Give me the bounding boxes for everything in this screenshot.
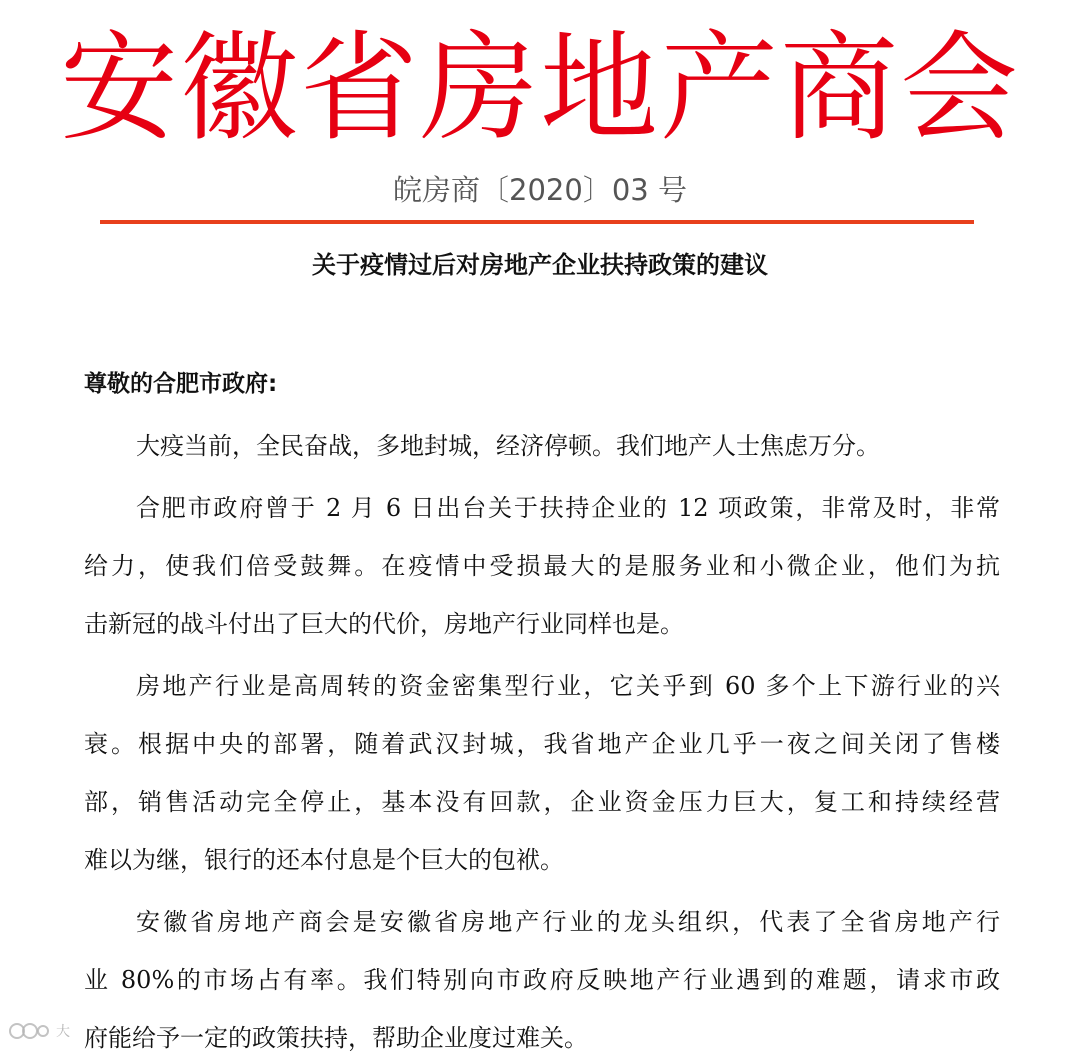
paragraph-line: 给力，使我们倍受鼓舞。在疫情中受损最大的是服务业和小微企业，他们为抗 xyxy=(84,552,1000,580)
document-body xyxy=(84,420,1000,1055)
paragraph-line: 房地产行业是高周转的资金密集型行业，它关乎到 60 多个上下游行业的兴 xyxy=(136,672,1000,700)
watermark xyxy=(8,1020,70,1042)
paragraph-1 xyxy=(84,420,1000,478)
paragraph-3 xyxy=(84,660,1000,892)
paragraph-line: 衰。根据中央的部署，随着武汉封城，我省地产企业几乎一夜之间关闭了售楼 xyxy=(84,730,1000,758)
paragraph-line: 安徽省房地产商会是安徽省房地产行业的龙头组织，代表了全省房地产行 xyxy=(136,908,1000,936)
paragraph-line: 合肥市政府曾于 2 月 6 日出台关于扶持企业的 12 项政策，非常及时，非常 xyxy=(136,494,1000,522)
salutation: 尊敬的合肥市政府: xyxy=(84,371,278,397)
document-number: 皖房商〔2020〕03 号 xyxy=(393,173,687,207)
paragraph-line: 大疫当前，全民奋战，多地封城，经济停顿。我们地产人士焦虑万分。 xyxy=(136,432,880,460)
watermark-label: 大 xyxy=(56,1024,70,1040)
letterhead-red-rule xyxy=(100,220,974,224)
paragraph-2 xyxy=(84,482,1000,656)
paragraph-line: 业 80%的市场占有率。我们特别向市政府反映地产行业遇到的难题，请求市政 xyxy=(84,966,1000,994)
paragraph-line: 击新冠的战斗付出了巨大的代价，房地产行业同样也是。 xyxy=(84,610,684,638)
letterhead-org-name: 安徽省房地产商会 xyxy=(59,19,1020,157)
paragraph-line: 部，销售活动完全停止，基本没有回款，企业资金压力巨大，复工和持续经营 xyxy=(84,788,1000,816)
paragraph-line: 府能给予一定的政策扶持，帮助企业度过难关。 xyxy=(84,1024,588,1052)
paragraph-4 xyxy=(84,896,1000,1055)
watermark-logo-icon xyxy=(8,1020,50,1042)
paragraph-line: 难以为继，银行的还本付息是个巨大的包袱。 xyxy=(84,846,564,874)
document-subject: 关于疫情过后对房地产企业扶持政策的建议 xyxy=(312,251,768,279)
